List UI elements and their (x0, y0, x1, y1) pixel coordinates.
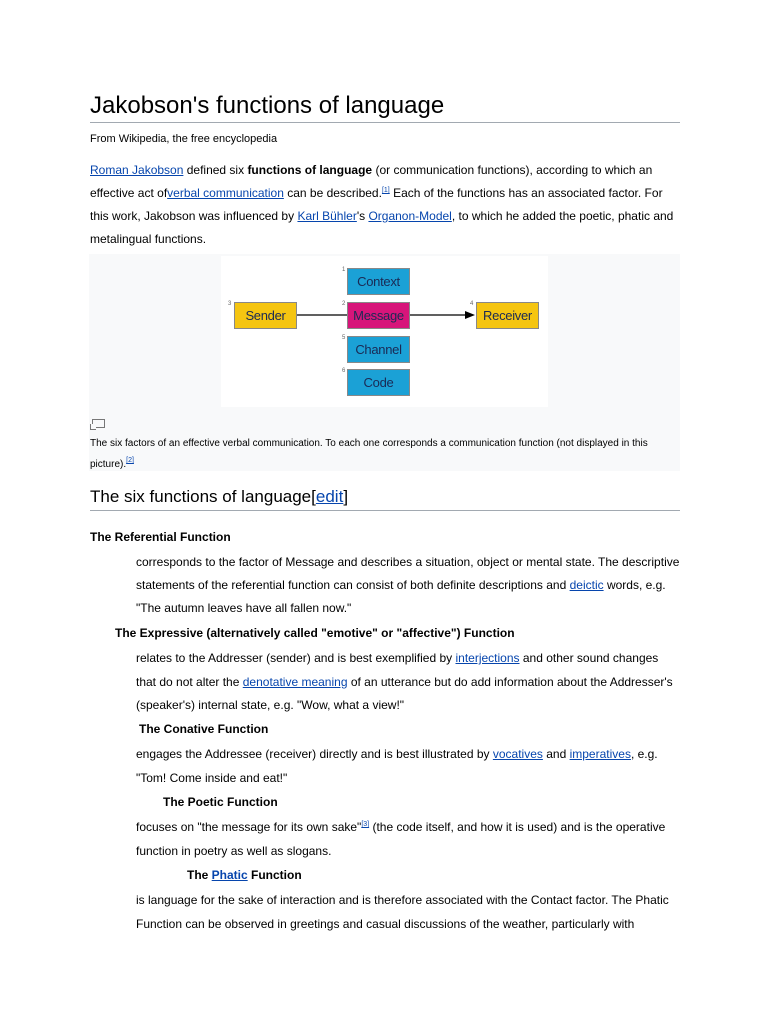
page-title: Jakobson's functions of language (90, 92, 680, 123)
sender-number: 3 (228, 301, 232, 307)
reference-2[interactable]: [2] (126, 457, 134, 464)
term-phatic (187, 868, 302, 882)
section-heading-text: The six functions of language (90, 487, 312, 506)
receiver-number: 4 (470, 301, 474, 307)
term-referential: The Referential Function (90, 530, 231, 544)
intro-bold-term: functions of language (247, 163, 373, 177)
edit-section-link[interactable]: edit (315, 487, 344, 506)
poetic-line-2: function in poetry as well as slogans. (136, 844, 332, 858)
edit-bracket: ] (343, 487, 349, 506)
link-interjections[interactable]: interjections (455, 651, 520, 665)
link-organon-model[interactable]: Organon-Model (368, 209, 452, 223)
message-box: Message (347, 302, 410, 329)
def-text: that do not alter the (136, 675, 243, 689)
def-text: engages the Addressee (receiver) directly and is best illustrated by (136, 747, 493, 761)
link-deictic[interactable]: deictic (569, 578, 604, 592)
arrowhead-icon (465, 311, 475, 319)
referential-line-2 (136, 578, 666, 592)
intro-text: defined six (183, 163, 248, 177)
def-text: focuses on "the message for its own sake" (136, 820, 362, 834)
message-number: 2 (342, 301, 346, 307)
link-imperatives[interactable]: imperatives (569, 747, 631, 761)
intro-text: 's (356, 209, 369, 223)
intro-text: can be described. (283, 186, 382, 200)
channel-number: 5 (342, 335, 346, 341)
expressive-line-3: (speaker's) internal state, e.g. "Wow, what a view!" (136, 698, 405, 712)
intro-text: (or communication functions), according to which an (372, 163, 653, 177)
def-text: and (542, 747, 570, 761)
term-conative: The Conative Function (139, 722, 269, 736)
caption-text: picture). (90, 459, 127, 470)
link-vocatives[interactable]: vocatives (492, 747, 543, 761)
conative-line-2: "Tom! Come inside and eat!" (136, 771, 288, 785)
edit-bracket: [ (311, 487, 316, 506)
def-text: (the code itself, and how it is used) and is the operative (369, 820, 666, 834)
section-heading (90, 487, 680, 511)
intro-line-3 (90, 209, 673, 223)
link-karl-buhler[interactable]: Karl Bühler (297, 209, 357, 223)
expressive-line-1 (136, 651, 658, 665)
intro-text: effective act of (90, 186, 168, 200)
code-box: Code (347, 369, 410, 396)
def-text: and other sound changes (519, 651, 659, 665)
reference-1[interactable]: [1] (381, 187, 390, 194)
site-subtitle: From Wikipedia, the free encyclopedia (90, 133, 278, 145)
phatic-line-2: Function can be observed in greetings and casual discussions of the weather, particularly with (136, 917, 635, 931)
def-text: words, e.g. (603, 578, 666, 592)
link-roman-jakobson[interactable]: Roman Jakobson (90, 163, 184, 177)
intro-line-2 (90, 186, 663, 200)
intro-text: this work, Jakobson was influenced by (90, 209, 298, 223)
communication-diagram[interactable] (221, 256, 548, 407)
link-verbal-communication[interactable]: verbal communication (167, 186, 284, 200)
term-text: Function (247, 868, 302, 882)
magnify-clip-icon[interactable] (92, 419, 105, 428)
figure-caption-line-1: The six factors of an effective verbal communication. To each one corresponds a communication function (not displayed in this (90, 438, 648, 449)
phatic-line-1: is language for the sake of interaction and is therefore associated with the Contact factor. The Phatic (136, 893, 669, 907)
intro-text: Each of the functions has an associated factor. For (389, 186, 663, 200)
channel-box: Channel (347, 336, 410, 363)
intro-line-4: metalingual functions. (90, 232, 207, 246)
code-number: 6 (342, 368, 346, 374)
receiver-box: Receiver (476, 302, 539, 329)
poetic-line-1 (136, 820, 665, 834)
link-phatic[interactable]: Phatic (211, 868, 248, 882)
sender-box: Sender (234, 302, 297, 329)
expressive-line-2 (136, 675, 673, 689)
term-expressive: The Expressive (alternatively called "emotive" or "affective") Function (115, 626, 515, 640)
def-text: , e.g. (630, 747, 658, 761)
term-text: The (187, 868, 212, 882)
def-text: relates to the Addresser (sender) and is best exemplified by (136, 651, 456, 665)
conative-line-1 (136, 747, 658, 761)
context-box: Context (347, 268, 410, 295)
figure-caption-line-2 (90, 459, 134, 471)
referential-line-3: "The autumn leaves have all fallen now." (136, 601, 352, 615)
term-poetic: The Poetic Function (163, 795, 278, 809)
reference-3[interactable]: [3] (361, 821, 370, 828)
intro-line-1 (90, 163, 652, 177)
def-text: statements of the referential function can consist of both definite descriptions and (136, 578, 570, 592)
def-text: of an utterance but do add information about the Addresser's (347, 675, 673, 689)
intro-text: , to which he added the poetic, phatic and (451, 209, 674, 223)
link-denotative-meaning[interactable]: denotative meaning (242, 675, 348, 689)
context-number: 1 (342, 267, 346, 273)
referential-line-1: corresponds to the factor of Message and describes a situation, object or mental state. The descriptive (136, 555, 680, 569)
